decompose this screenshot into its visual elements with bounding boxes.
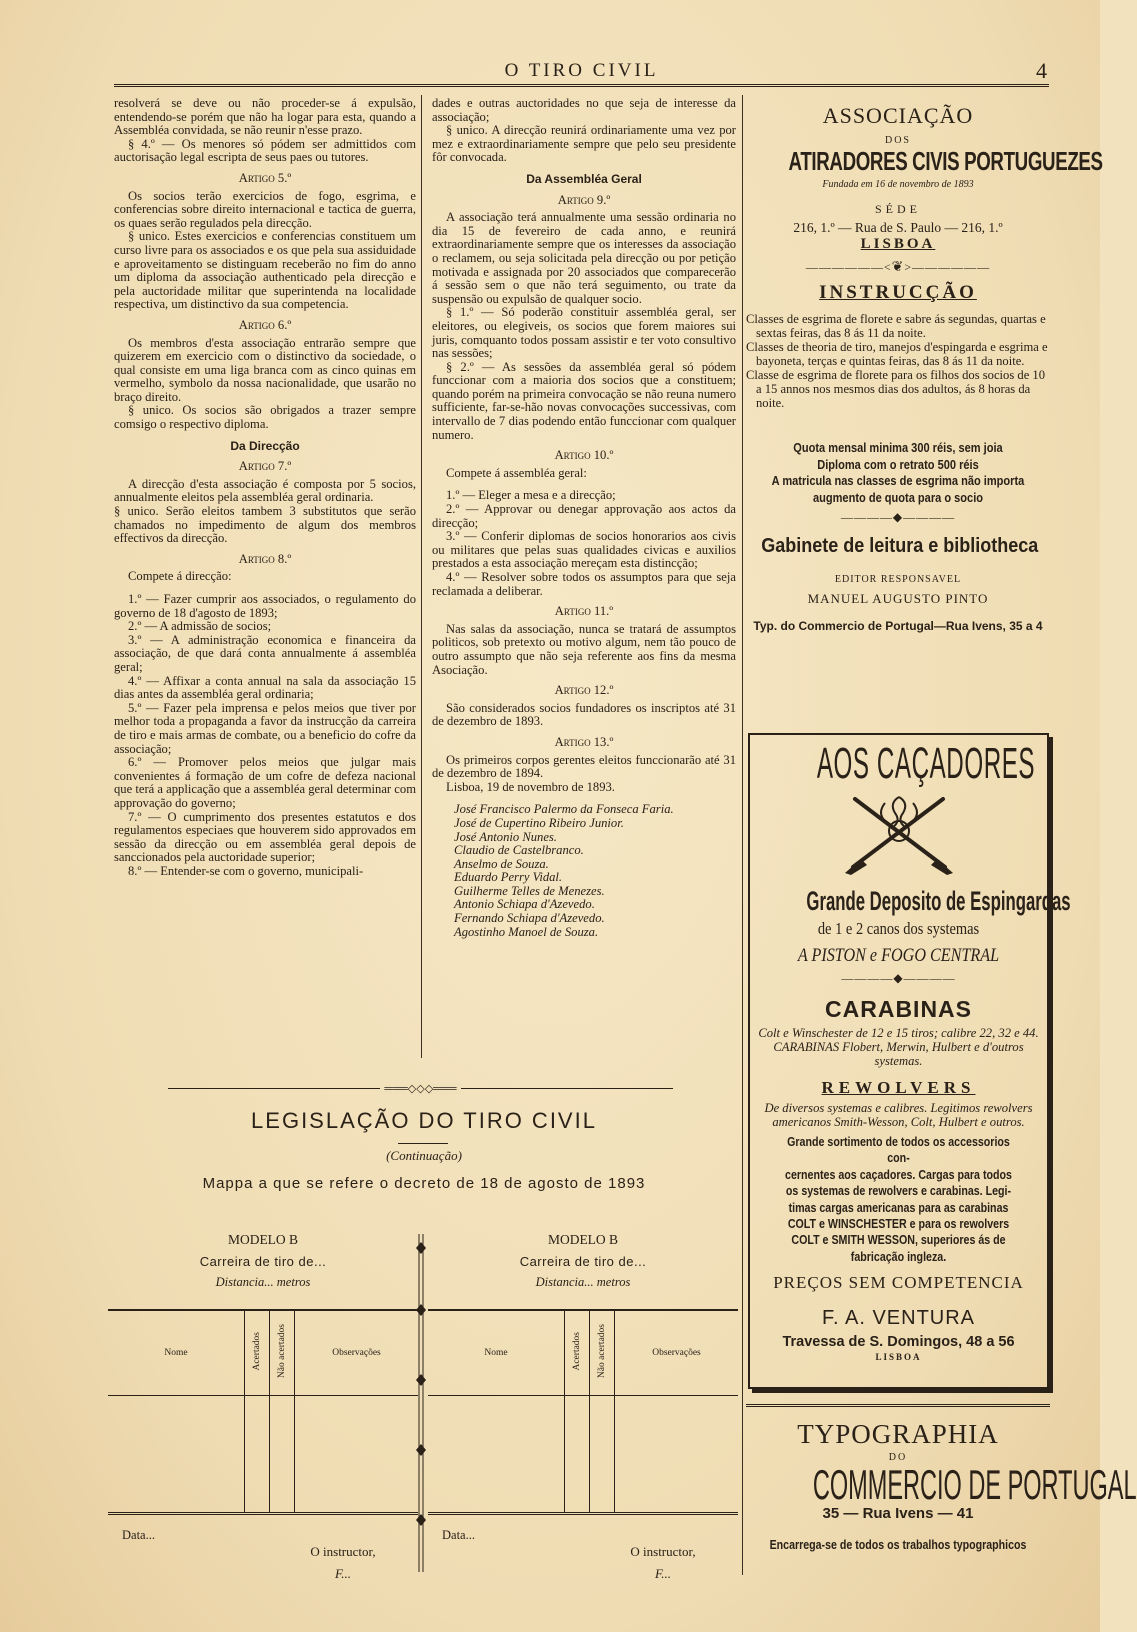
- paragraph: 6.º — Promover pelos meios que julgar mais convenientes á formação de um cofre de defeza nacional que terá a applicação que a assembléa geral determinar com approvação do governo;: [114, 755, 416, 810]
- table-cell: [270, 1396, 295, 1514]
- form-distancia: Distancia... metros: [535, 1275, 631, 1289]
- ad-carabinas-text: Colt e Winschester de 12 e 15 tiros; calibre 22, 32 e 44. CARABINAS Flobert, Merwin, Hulbert e d'outros systemas.: [758, 1026, 1039, 1068]
- instruccao-heading: INSTRUCÇÃO: [819, 282, 977, 303]
- signatory: Fernando Schiapa d'Azevedo.: [454, 911, 605, 926]
- newspaper-title: O TIRO CIVIL: [504, 60, 659, 81]
- typo-line5: Encarrega-se de todos os trabalhos typographicos: [769, 1538, 1027, 1552]
- assoc-heading: ASSOCIAÇÃO: [822, 103, 974, 128]
- paragraph: § unico. Estes exercicios e conferencias constituem um curso livre para os associados e os que pela sua assiduidade e aproveitamento se distinguam receberão no fim do anno um diploma da associação authenticado pela direcção e pela auctoridade militar que superintenda na localidade respectiva, um distinctivo da sua competencia.: [114, 229, 416, 312]
- article-heading: Artigo 11.º: [554, 604, 614, 619]
- section-separator: ═══◇◇◇═══: [168, 1082, 673, 1094]
- table-cell: [245, 1396, 270, 1514]
- ad-deposito: Grande Deposito de Espingardas: [806, 886, 1071, 916]
- form-carreira: Carreira de tiro de...: [519, 1254, 647, 1269]
- paragraph: 5.º — Fazer pela imprensa e pelos meios que tiver por melhor toda a propaganda a favor da instrucção da carreira de tiro e mais armas de combate, ou a beneficio do cofre da associação;: [114, 700, 416, 756]
- quota-line: A matricula nas classes de esgrima não importa: [771, 473, 1025, 488]
- column-divider: [742, 95, 743, 1575]
- paragraph: § unico. Os socios são obrigados a trazer sempre comsigo o respectivo diploma.: [114, 403, 416, 432]
- paragraph: 4.º — Resolver sobre todos os assumptos para que seja reclamada a deliberar.: [432, 570, 736, 598]
- form-carreira: Carreira de tiro de...: [199, 1254, 327, 1269]
- ornament-divider: ————◆————: [841, 971, 956, 985]
- sortimento-line: fabricação ingleza.: [850, 1248, 947, 1264]
- classes-list: [746, 312, 1050, 410]
- title-underline: [398, 1143, 448, 1144]
- modelo-b-form-right: [428, 1232, 738, 1581]
- paragraph: 3.º — Conferir diplomas de socios honorarios aos civis ou militares que pelas suas qualidades civicas e auxilios prestados a esta associação mereçam esta distincção;: [432, 529, 736, 571]
- paragraph: Lisboa, 19 de novembro de 1893.: [446, 779, 615, 794]
- ornament-divider: ——————<❦>——————: [805, 260, 991, 275]
- mappa-caption: Mappa a que se refere o decreto de 18 de agosto de 1893: [202, 1175, 646, 1192]
- paragraph: 4.º — Affixar a conta annual na sala da associação 15 dias antes da assembléa geral ordinaria;: [114, 673, 416, 702]
- signatory: Claudio de Castelbranco.: [454, 843, 584, 858]
- typ-line: Typ. do Commercio de Portugal—Rua Ivens, 35 a 4: [753, 619, 1043, 633]
- paragraph: 2.º — A admissão de socios;: [128, 619, 272, 634]
- paragraph: 8.º — Entender-se com o governo, municipali-: [128, 863, 364, 878]
- sede-label: SÉDE: [875, 202, 921, 216]
- continuacao: (Continuação): [386, 1148, 462, 1163]
- typo-line2: DO: [888, 1452, 908, 1463]
- form-instructor: O instructor,: [630, 1544, 696, 1559]
- paragraph: 1.º — Fazer cumprir aos associados, o regulamento do governo de 18 d'agosto de 1893;: [114, 592, 416, 620]
- ad-precos: PREÇOS SEM COMPETENCIA: [773, 1273, 1024, 1293]
- class-schedule: Classes de esgrima de florete e sabre ás segundas, quartas e sextas feiras, das 8 ás 11 da noite.: [746, 312, 1046, 340]
- article-heading: Artigo 9.º: [557, 192, 611, 207]
- paragraph: Compete á direcção:: [128, 569, 232, 584]
- paragraph: § 2.º — As sessões da assembléa geral só pódem funccionar com a maioria dos socios que a constituem; quando porém na primeira convocação se não reuna numero sufficiente, far-se-hão novas convocações successivas, com intervallo de 7 dias podendo então funccionar com qualquer numero.: [432, 359, 736, 442]
- signatory: José Francisco Palermo da Fonseca Faria.: [454, 802, 674, 817]
- article-heading: Artigo 10.º: [554, 448, 614, 463]
- article-heading: Artigo 13.º: [554, 734, 614, 749]
- table-cell: [428, 1396, 565, 1514]
- ad-revolvers-text: De diversos systemas e calibres. Legitimos rewolvers americanos Smith-Wesson, Colt, Hulbert e outros.: [764, 1101, 1033, 1130]
- col-acertados: [565, 1310, 590, 1396]
- class-schedule: Classes de theoria de tiro, manejos d'espingarda e esgrima e bayoneta, terças e quintas feiras, das 8 ás 11 da noite.: [746, 340, 1048, 368]
- ad-ventura: F. A. VENTURA: [821, 1307, 976, 1330]
- table-cell: [565, 1396, 590, 1514]
- class-schedule: Classe de esgrima de florete para os filhos dos socios de 10 a 15 annos nos mesmos dias dos adultos, ás 8 horas da noite.: [746, 368, 1046, 410]
- paragraph: Os socios terão exercicios de fogo, esgrima, e conferencias sobre direito internacional e tactica de guerra, os quaes serão regulados pela direcção.: [114, 188, 416, 230]
- typographia-advertisement: [746, 1404, 1137, 1552]
- column-divider: [421, 95, 422, 1058]
- quota-line: Quota mensal minima 300 réis, sem joia: [793, 440, 1003, 455]
- paragraph: dades e outras auctoridades no que seja de interesse da associação;: [432, 96, 736, 124]
- paragraph: resolverá se deve ou não proceder-se á expulsão, entendendo-se porém que não ha logar para esta, quando a Assembléa convidada, se não reunir n'esse prazo.: [114, 96, 416, 138]
- form-table: [108, 1309, 418, 1515]
- form-modelo: MODELO B: [547, 1232, 619, 1247]
- ad-piston: A PISTON e FOGO CENTRAL: [797, 945, 1000, 966]
- col-nome: Nome: [108, 1310, 245, 1396]
- signatory: Antonio Schiapa d'Azevedo.: [454, 897, 595, 912]
- table-cell: [108, 1396, 245, 1514]
- signatory: Agostinho Manoel de Souza.: [454, 924, 599, 939]
- paragraph: 3.º — A administração economica e financeira da associação, de que dará conta annualmente á assembléa geral;: [114, 632, 416, 674]
- form-data: Data...: [442, 1528, 475, 1542]
- typo-line3: COMMERCIO DE PORTUGAL: [812, 1461, 1137, 1508]
- quota-line: augmento de quota para o socio: [812, 489, 984, 505]
- form-distancia: Distancia... metros: [215, 1275, 311, 1289]
- paragraph: § unico. Serão eleitos tambem 3 substitutos que serão chamados no impedimento de algum dos membros effectivos da direcção.: [114, 504, 416, 546]
- paragraph: 2.º — Approvar ou denegar approvação aos actos da direcção;: [432, 502, 736, 530]
- signatory: José de Cupertino Ribeiro Junior.: [454, 815, 624, 830]
- col-nao-acertados: [270, 1310, 295, 1396]
- paragraph: A associação terá annualmente uma sessão ordinaria no dia 15 de fevereiro de cada anno, e reunirá extraordinariamente sempre que os interesses da associação o reclamem, ou seja solicitada pela direcção ou por petição motivada e assignada por 20 associados que comparecerão á sessão sem o que não terá seguimento, ou trate da suspensão ou expulsão de qualquer socio.: [432, 210, 736, 306]
- ad-travessa: Travessa de S. Domingos, 48 a 56: [782, 1334, 1015, 1351]
- paragraph: Os membros d'esta associação entrarão sempre que quizerem em exercicio com o distinctivo da sociedade, o qual consiste em uma liga branca com as cinco quinas em vermelho, symbolo da nossa nacionalidade, que usarão no braço direito.: [114, 335, 416, 404]
- sede-address: 216, 1.º — Rua de S. Paulo — 216, 1.º: [793, 220, 1003, 235]
- article-heading: Artigo 12.º: [554, 683, 614, 698]
- signatory: Eduardo Perry Vidal.: [454, 870, 563, 885]
- article-heading: Artigo 6.º: [238, 317, 292, 332]
- signatory: José Antonio Nunes.: [454, 829, 557, 844]
- table-cell: [615, 1396, 739, 1514]
- col-nome: Nome: [428, 1310, 565, 1396]
- paragraph: Os primeiros corpos gerentes eleitos funccionarão até 31 de dezembro de 1894.: [432, 752, 736, 781]
- sortimento-line: cernentes aos caçadores. Cargas para todos: [785, 1166, 1012, 1182]
- table-cell: [590, 1396, 615, 1514]
- article-heading: Artigo 5.º: [238, 170, 292, 185]
- typo-line1: TYPOGRAPHIA: [797, 1419, 999, 1449]
- paragraph: § 1.º — Só poderão constituir assembléa geral, ser eleitores, ou elegiveis, os socios que forem maiores sui juris, comquanto todos possam assistir e ter voto consultivo nas sessões;: [432, 305, 736, 361]
- sortimento-line: os systemas de rewolvers e carabinas. Legi-: [785, 1183, 1012, 1199]
- page-header: [114, 58, 1049, 88]
- section-heading: Da Assembléa Geral: [526, 171, 642, 186]
- editor-label: EDITOR RESPONSAVEL: [834, 574, 962, 585]
- quota-line: Diploma com o retrato 500 réis: [817, 456, 979, 472]
- paragraph: São considerados socios fundadores os inscriptos até 31 de dezembro de 1893.: [432, 700, 736, 729]
- sede-city: LISBOA: [860, 236, 936, 252]
- form-signature: F...: [654, 1566, 671, 1581]
- ad-revolvers: REWOLVERS: [821, 1078, 976, 1098]
- founded-date: Fundada em 16 de novembro de 1893: [822, 179, 974, 190]
- editor-name: MANUEL AUGUSTO PINTO: [807, 591, 989, 606]
- assoc-name: ATIRADORES CIVIS PORTUGUEZES: [788, 146, 1103, 176]
- col-nao-acertados: [590, 1310, 615, 1396]
- form-table: [428, 1309, 738, 1515]
- ad-lisboa: LISBOA: [875, 1352, 922, 1363]
- article-heading: Artigo 7.º: [238, 459, 292, 474]
- text-column-2: [432, 97, 736, 939]
- paragraph: Nas salas da associação, nunca se tratará de assumptos politicos, sob pretexto ou motivo algum, nem tão pouco de outro assumpto que não seja referente aos fins da mesma Asociação.: [432, 621, 736, 677]
- paragraph: Compete á assembléa geral:: [446, 465, 587, 480]
- sortimento-line: COLT e WINSCHESTER e para os rewolvers: [787, 1216, 1010, 1232]
- form-data: Data...: [122, 1528, 155, 1542]
- modelo-b-form-left: [108, 1232, 418, 1581]
- section-heading: Da Direcção: [230, 438, 300, 453]
- signatory: Anselmo de Souza.: [454, 856, 549, 871]
- assoc-dos: DOS: [884, 135, 911, 146]
- legislacao-title: LEGISLAÇÃO DO TIRO CIVIL: [251, 1108, 597, 1133]
- ad-sortimento: [777, 1134, 1021, 1265]
- paragraph: § 4.º — Os menores só pódem ser admittidos com auctorisação legal escripta de seus paes ou tutores.: [114, 136, 416, 165]
- col-nao-acertados-label: Não acertados: [597, 1324, 607, 1379]
- form-signature: F...: [334, 1566, 351, 1581]
- typo-line4: 35 — Rua Ivens — 41: [822, 1505, 974, 1522]
- paragraph: A direcção d'esta associação é composta por 5 socios, annualmente eleitos pela assembléa geral ordinaria.: [114, 476, 416, 505]
- hunters-advertisement: [748, 733, 1071, 1389]
- vertical-ornament: [414, 1234, 428, 1572]
- col-observacoes: Observações: [295, 1310, 419, 1396]
- table-cell: [295, 1396, 419, 1514]
- association-box: [746, 97, 1103, 633]
- paragraph: § unico. A direcção reunirá ordinariamente uma vez por mez e extraordinariamente sempre que pelo seu presidente fôr convocada.: [432, 123, 736, 165]
- ad-title: AOS CAÇADORES: [816, 739, 1036, 788]
- gabinete-heading: Gabinete de leitura e bibliotheca: [761, 535, 1039, 557]
- text-column-1: [114, 97, 416, 878]
- col-acertados: [245, 1310, 270, 1396]
- crossed-rifles-icon: [839, 789, 959, 875]
- ad-canos: de 1 e 2 canos dos systemas: [817, 919, 980, 938]
- paragraph: 1.º — Eleger a mesa e a direcção;: [446, 488, 616, 503]
- form-instructor: O instructor,: [310, 1544, 376, 1559]
- col-observacoes: Observações: [615, 1310, 739, 1396]
- paragraph: 7.º — O cumprimento dos presentes estatutos e dos regulamentos especiaes que houverem sido approvados em sessão da direcção ou em assembléa geral depois de sanccionados pela auctoridade superior;: [114, 809, 416, 865]
- quota-info: [769, 440, 1027, 506]
- ornament-divider: ————◆————: [840, 510, 956, 524]
- sortimento-line: Grande sortimento de todos os accessorios con-: [787, 1133, 1010, 1166]
- page-number: 4: [1036, 58, 1047, 83]
- ad-carabinas: CARABINAS: [825, 996, 972, 1022]
- sortimento-line: timas cargas americanas para as carabinas: [788, 1199, 1009, 1215]
- signatory: Guilherme Telles de Menezes.: [454, 883, 605, 898]
- form-modelo: MODELO B: [227, 1232, 299, 1247]
- col-acertados-label: Acertados: [572, 1332, 582, 1371]
- col-acertados-label: Acertados: [252, 1332, 262, 1371]
- header-rule: [114, 84, 1049, 90]
- article-heading: Artigo 8.º: [238, 551, 292, 566]
- sortimento-line: COLT e SMITH WESSON, superiores ás de: [791, 1232, 1006, 1248]
- col-nao-acertados-label: Não acertados: [277, 1324, 287, 1379]
